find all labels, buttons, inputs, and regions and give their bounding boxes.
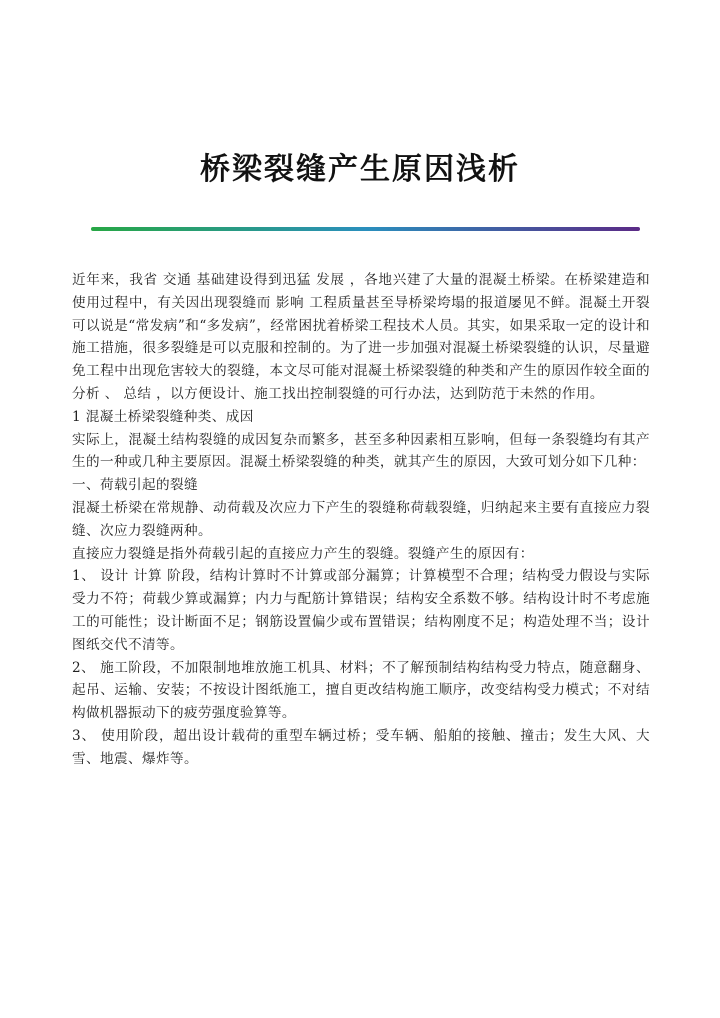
title-gradient-rule xyxy=(91,227,640,231)
subsection-heading-load-cracks: 一、荷载引起的裂缝 xyxy=(72,477,198,494)
list-item-service-stage: 3、 使用阶段，超出设计载荷的重型车辆过桥；受车辆、船舶的接触、撞击；发生大风、大雪、地震、爆炸等。 xyxy=(72,727,650,767)
list-item-construction-stage: 2、 施工阶段，不加限制地堆放施工机具、材料；不了解预制结构结构受力特点，随意翻身、起吊、运输、安装；不按设计图纸施工，擅自更改结构施工顺序，改变结构受力模式；不对结构做机器振动下的疲劳强度验算等。 xyxy=(72,659,650,722)
section-heading-1: 1 混凝土桥梁裂缝种类、成因 xyxy=(72,408,254,425)
paragraph-crack-types: 实际上，混凝土结构裂缝的成因复杂而繁多，甚至多种因素相互影响，但每一条裂缝均有其产生的一种或几种主要原因。混凝土桥梁裂缝的种类，就其产生的原因，大致可划分如下几种： xyxy=(72,431,650,471)
paragraph-direct-stress: 直接应力裂缝是指外荷载引起的直接应力产生的裂缝。裂缝产生的原因有： xyxy=(72,545,534,562)
paragraph-intro: 近年来，我省 交通 基础建设得到迅猛 发展 ，各地兴建了大量的混凝土桥梁。在桥梁建造和使用过程中，有关因出现裂缝而 影响 工程质量甚至导桥梁垮塌的报道屡见不鲜。混凝土开裂可以说是“常发病”和“多发病”，经常困扰着桥梁工程技术人员。其实，如果采取一定的设计和施工措施，很多裂缝是可以克服和控制的。为了进一步加强对混凝土桥梁裂缝的认识，尽量避免工程中出现危害较大的裂缝，本文尽可能对混凝土桥梁裂缝的种类和产生的原因作较全面的 分析 、 总结 ，以方便设计、施工找出控制裂缝的可行办法，达到防范于未然的作用。 xyxy=(72,272,650,402)
page-title: 桥梁裂缝产生原因浅析 xyxy=(200,152,520,187)
article-body xyxy=(72,269,650,771)
paragraph-load-cracks: 混凝土桥梁在常规静、动荷载及次应力下产生的裂缝称荷载裂缝，归纳起来主要有直接应力裂缝、次应力裂缝两种。 xyxy=(72,499,650,539)
list-item-design-stage: 1、 设计 计算 阶段，结构计算时不计算或部分漏算；计算模型不合理；结构受力假设与实际受力不符；荷载少算或漏算；内力与配筋计算错误；结构安全系数不够。结构设计时不考虑施工的可能性；设计断面不足；钢筋设置偏少或布置错误；结构刚度不足；构造处理不当；设计图纸交代不清等。 xyxy=(72,568,650,653)
